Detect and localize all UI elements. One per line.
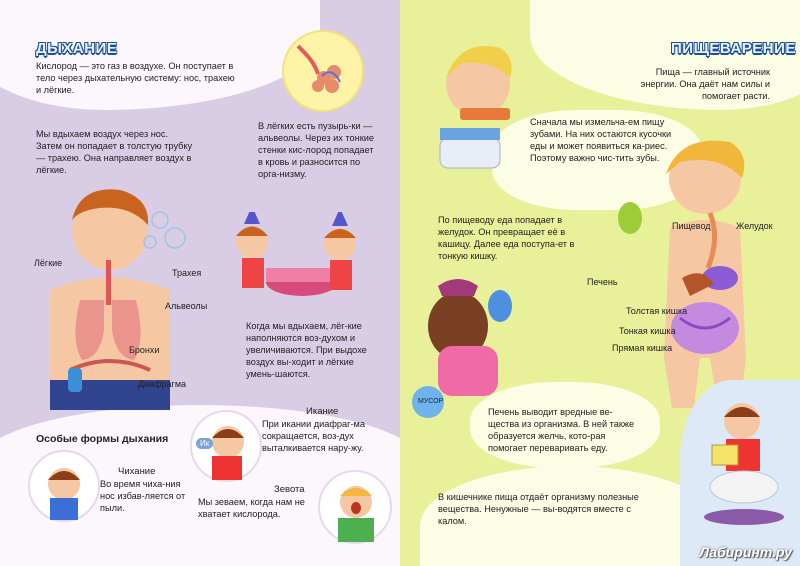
hiccup-text: При икании диафраг-ма сокращается, воз-дух выталкивается нару-жу. (262, 419, 365, 453)
watermark: Лабиринт.ру (699, 544, 792, 560)
child-on-toilet-illustration (692, 395, 792, 525)
label-stomach: Желудок (736, 221, 773, 231)
digestion-intro-text: Пища — главный источник энергии. Она даёт нам силы и помогает расти. (640, 67, 770, 101)
label-alveoli: Альвеолы (165, 301, 208, 311)
yawn-text: Мы зеваем, когда нам не хватает кислорода. (198, 497, 305, 519)
inhale-text: Мы вдыхаем воздух через нос. Затем он попадает в толстую трубку — трахею. Она направляет воздух в лёгкие. (36, 129, 193, 175)
boy-lungs-illustration (20, 180, 220, 410)
label-bronchi: Бронхи (129, 345, 160, 355)
label-large-intestine: Толстая кишка (626, 306, 688, 316)
intestine-text: В кишечнике пища отдаёт организму полезные вещества. Ненужные — вы-водятся вместе с калом. (438, 492, 639, 526)
teeth-text: Сначала мы измельча-ем пищу зубами. На них остаются кусочки еды и может появиться ка-риес. Поэтому важно чис-тить зубы. (530, 117, 672, 163)
label-small-intestine: Тонкая кишка (619, 326, 676, 336)
girl-digestive-system-illustration (610, 128, 780, 408)
yawn-title: Зевота (274, 484, 305, 495)
label-esophagus: Пищевод (672, 221, 711, 231)
alveoli-illustration (288, 36, 354, 102)
label-diaphragm: Диафрагма (138, 379, 187, 389)
special-forms-heading: Особые формы дыхания (36, 433, 169, 445)
esophagus-text: По пищеводу еда попадает в желудок. Он превращает её в кашицу. Далее еда поступа-ет в тонкую кишку. (438, 215, 575, 261)
sneeze-girl-circle (28, 450, 100, 522)
breathing-intro-text: Кислород — это газ в воздухе. Он поступает в тело через дыхательную систему: нос, трахею и лёгкие. (36, 61, 235, 95)
alveoli-text: В лёгких есть пузырь-ки — альвеолы. Через их тонкие стенки кис-лород попадает в кровь и разносится по орга-низму. (258, 121, 374, 179)
page-title-breathing: ДЫХАНИЕ (36, 40, 118, 57)
sneeze-text: Во время чиха-ния нос избав-ляется от пыли. (100, 479, 186, 513)
label-trachea: Трахея (172, 268, 202, 278)
hiccup-sound-label: Ик (196, 438, 213, 449)
sneeze-girl-illustration (30, 452, 98, 520)
boy-brushing-teeth-illustration (420, 28, 530, 178)
yawn-boy-circle (318, 470, 392, 544)
lungs-text: Когда мы вдыхаем, лёг-кие наполняются воз-духом и увеличиваются. При выдохе воздух вы-ходит и лёгкие умень-шаются. (246, 321, 367, 379)
sneeze-title: Чихание (118, 466, 156, 477)
page-title-digestion: ПИЩЕВАРЕНИЕ (671, 40, 796, 57)
label-rectum: Прямая кишка (612, 343, 673, 353)
hiccup-girl-circle (190, 410, 262, 482)
liver-text: Печень выводит вредные ве-щества из организма. В ней также образуется желчь, кото-рая помогает переваривать еду. (488, 407, 635, 453)
yawn-boy-illustration (320, 472, 390, 542)
trash-bag-label: МУСОР (418, 398, 444, 405)
label-liver: Печень (587, 277, 618, 287)
label-lungs: Лёгкие (34, 258, 63, 268)
kids-birthday-illustration (222, 212, 372, 312)
right-page-digestion (400, 0, 800, 566)
hiccup-title: Икание (306, 406, 339, 417)
